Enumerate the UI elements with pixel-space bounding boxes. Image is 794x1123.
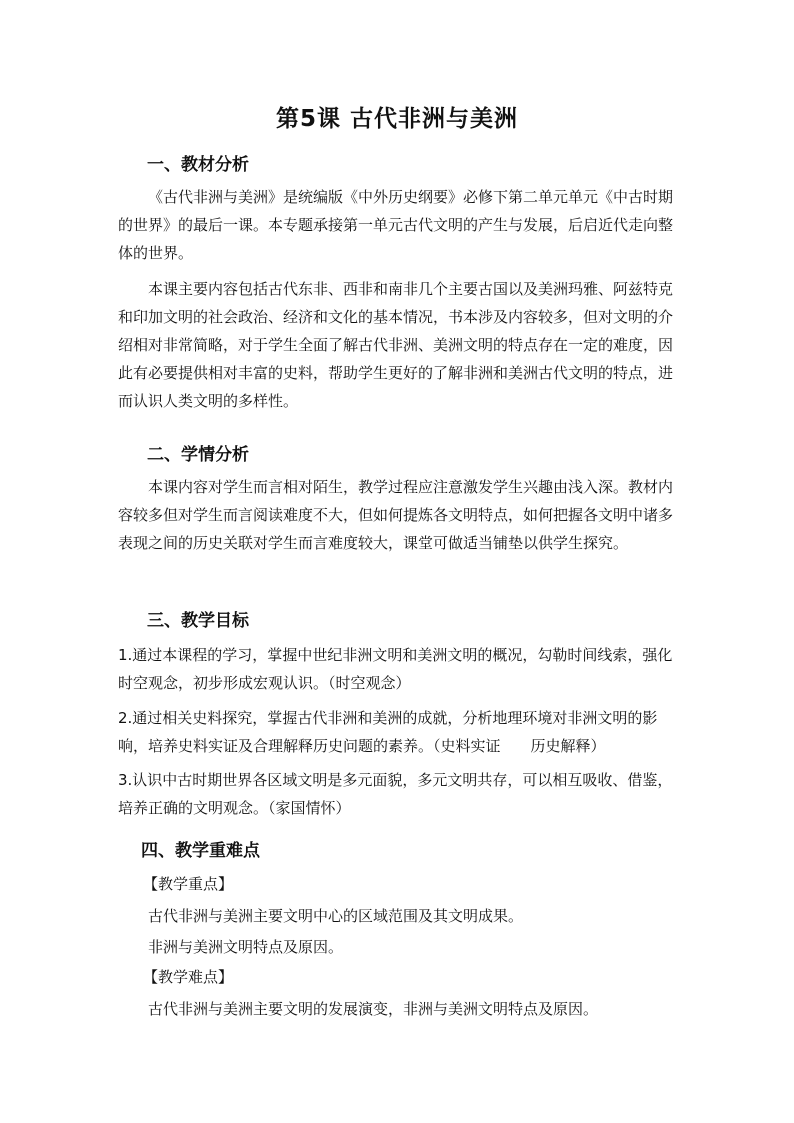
paragraph-textbook-analysis-2: 本课主要内容包括古代东非、西非和南非几个主要古国以及美洲玛雅、阿兹特克和印加文明的社会政治、经济和文化的基本情况，书本涉及内容较多，但对文明的介绍相对非常简略，对于学生全面了解古代非洲、美洲文明的特点存在一定的难度，因此有必要提供相对丰富的史料，帮助学生更好的了解非洲和美洲古代文明的特点，进而认识人类文明的多样性。 [118,280,674,410]
key-point-2: 非洲与美洲文明特点及原因。 [148,938,344,956]
paragraph-textbook-analysis-1: 《古代非洲与美洲》是统编版《中外历史纲要》必修下第二单元单元《中古时期的世界》的最后一课。本专题承接第一单元古代文明的产生与发展，后启近代走向整体的世界。 [118,188,674,262]
goal-2: 2.通过相关史料探究，掌握古代非洲和美洲的成就，分析地理环境对非洲文明的影响，培养史料实证及合理解释历史问题的素养。（史料实证 历史解释） [118,709,658,755]
difficult-point-1: 古代非洲与美洲主要文明的发展演变，非洲与美洲文明特点及原因。 [148,1000,599,1018]
difficult-points-label: 【教学难点】 [143,968,234,986]
paragraph-student-analysis: 本课内容对学生而言相对陌生，教学过程应注意激发学生兴趣由浅入深。教材内容较多但对学生而言阅读难度不大，但如何提炼各文明特点，如何把握各文明中诸多表现之间的历史关联对学生而言难度较大，课堂可做适当铺垫以供学生探究。 [118,478,674,552]
goal-1: 1.通过本课程的学习，掌握中世纪非洲文明和美洲文明的概况，勾勒时间线索，强化时空观念，初步形成宏观认识。（时空观念） [118,646,673,692]
heading-key-difficult-points: 四、教学重难点 [141,841,260,861]
heading-teaching-goals: 三、教学目标 [147,611,249,631]
heading-student-analysis: 二、学情分析 [147,445,249,465]
key-point-1: 古代非洲与美洲主要文明中心的区域范围及其文明成果。 [148,907,524,925]
key-points-label: 【教学重点】 [143,875,234,893]
goal-3: 3.认识中古时期世界各区域文明是多元面貌，多元文明共存，可以相互吸收、借鉴，培养正确的文明观念。（家国情怀） [118,771,673,817]
lesson-title: 第5课 古代非洲与美洲 [275,106,518,132]
heading-textbook-analysis: 一、教材分析 [147,155,249,175]
